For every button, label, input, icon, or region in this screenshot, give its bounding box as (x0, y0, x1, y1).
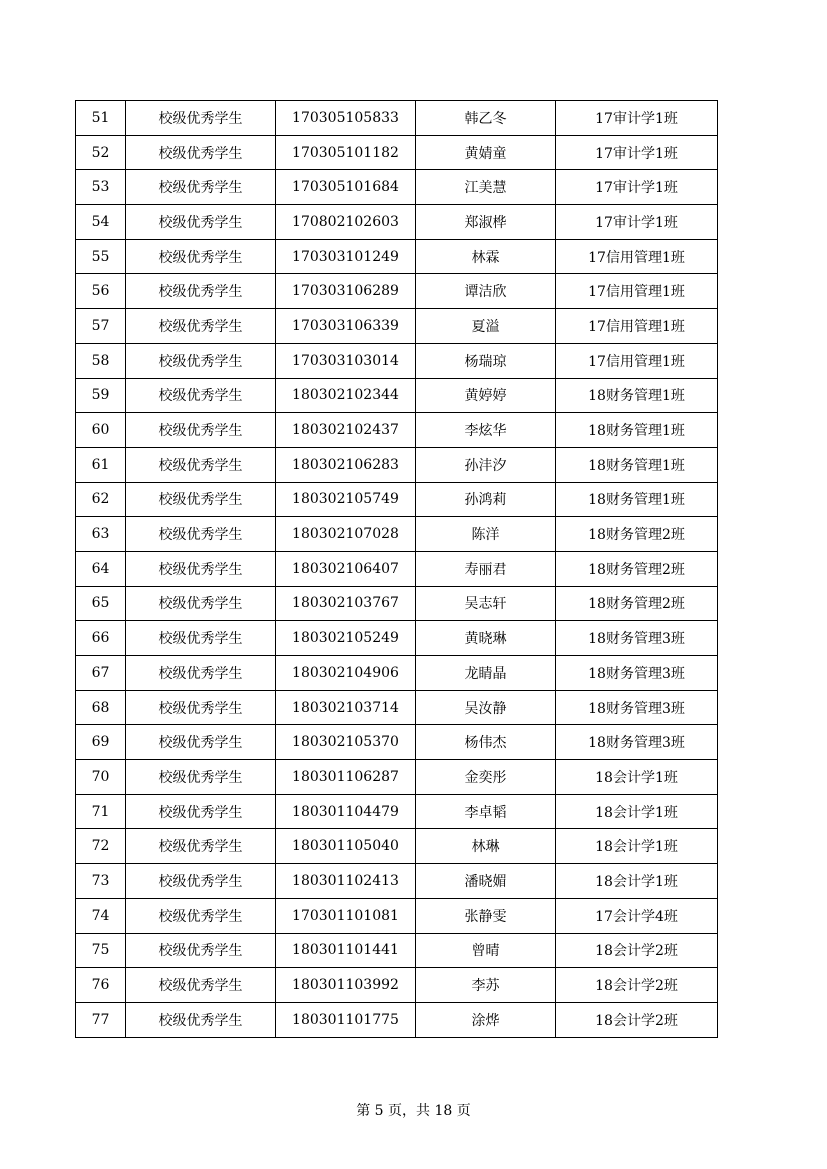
roster-body (76, 101, 718, 1038)
table-row (76, 551, 718, 586)
student-id-cell: 170802102603 (276, 205, 416, 240)
award-cell: 校级优秀学生 (126, 968, 276, 1003)
award-cell: 校级优秀学生 (126, 864, 276, 899)
student-id-cell: 180301102413 (276, 864, 416, 899)
award-cell: 校级优秀学生 (126, 135, 276, 170)
student-name-cell: 黄婷婷 (416, 378, 556, 413)
table-row (76, 586, 718, 621)
class-cell: 18会计学2班 (556, 933, 718, 968)
row-index-cell: 59 (76, 378, 126, 413)
row-index-cell: 68 (76, 690, 126, 725)
award-cell: 校级优秀学生 (126, 898, 276, 933)
student-name-cell: 张静雯 (416, 898, 556, 933)
table-row (76, 933, 718, 968)
table-row (76, 690, 718, 725)
student-name-cell: 吴汝静 (416, 690, 556, 725)
student-id-cell: 170301101081 (276, 898, 416, 933)
table-row (76, 829, 718, 864)
table-row (76, 864, 718, 899)
row-index-cell: 75 (76, 933, 126, 968)
class-cell: 17信用管理1班 (556, 343, 718, 378)
row-index-cell: 74 (76, 898, 126, 933)
student-id-cell: 170303101249 (276, 239, 416, 274)
row-index-cell: 77 (76, 1002, 126, 1037)
student-id-cell: 180302104906 (276, 656, 416, 691)
student-name-cell: 黄晓琳 (416, 621, 556, 656)
table-row (76, 135, 718, 170)
student-name-cell: 孙鸿莉 (416, 482, 556, 517)
student-id-cell: 180302106407 (276, 551, 416, 586)
row-index-cell: 62 (76, 482, 126, 517)
class-cell: 18财务管理1班 (556, 447, 718, 482)
class-cell: 17审计学1班 (556, 135, 718, 170)
row-index-cell: 76 (76, 968, 126, 1003)
student-name-cell: 李炫华 (416, 413, 556, 448)
table-row (76, 101, 718, 136)
student-name-cell: 林琳 (416, 829, 556, 864)
class-cell: 17信用管理1班 (556, 309, 718, 344)
award-cell: 校级优秀学生 (126, 205, 276, 240)
row-index-cell: 58 (76, 343, 126, 378)
class-cell: 18会计学2班 (556, 1002, 718, 1037)
row-index-cell: 61 (76, 447, 126, 482)
student-name-cell: 郑淑桦 (416, 205, 556, 240)
class-cell: 18财务管理3班 (556, 690, 718, 725)
student-id-cell: 180301101775 (276, 1002, 416, 1037)
award-cell: 校级优秀学生 (126, 829, 276, 864)
row-index-cell: 69 (76, 725, 126, 760)
award-cell: 校级优秀学生 (126, 274, 276, 309)
student-id-cell: 170305101684 (276, 170, 416, 205)
student-id-cell: 180302102344 (276, 378, 416, 413)
award-cell: 校级优秀学生 (126, 343, 276, 378)
student-id-cell: 170303103014 (276, 343, 416, 378)
table-row (76, 447, 718, 482)
award-cell: 校级优秀学生 (126, 794, 276, 829)
student-name-cell: 李卓韬 (416, 794, 556, 829)
award-cell: 校级优秀学生 (126, 760, 276, 795)
class-cell: 18财务管理1班 (556, 413, 718, 448)
class-cell: 18财务管理3班 (556, 656, 718, 691)
award-cell: 校级优秀学生 (126, 690, 276, 725)
award-cell: 校级优秀学生 (126, 656, 276, 691)
student-name-cell: 黄婧童 (416, 135, 556, 170)
award-cell: 校级优秀学生 (126, 170, 276, 205)
row-index-cell: 52 (76, 135, 126, 170)
table-row (76, 794, 718, 829)
student-id-cell: 180301104479 (276, 794, 416, 829)
student-id-cell: 180302105749 (276, 482, 416, 517)
class-cell: 18会计学2班 (556, 968, 718, 1003)
class-cell: 18会计学1班 (556, 794, 718, 829)
page-footer: 第 5 页，共 18 页 (356, 1103, 471, 1119)
student-id-cell: 180302103767 (276, 586, 416, 621)
student-name-cell: 龙睛晶 (416, 656, 556, 691)
row-index-cell: 54 (76, 205, 126, 240)
award-cell: 校级优秀学生 (126, 933, 276, 968)
student-name-cell: 涂烨 (416, 1002, 556, 1037)
student-name-cell: 韩乙冬 (416, 101, 556, 136)
table-row (76, 898, 718, 933)
student-id-cell: 180302103714 (276, 690, 416, 725)
student-name-cell: 吴志轩 (416, 586, 556, 621)
row-index-cell: 60 (76, 413, 126, 448)
table-row (76, 378, 718, 413)
table-row (76, 725, 718, 760)
student-id-cell: 180302102437 (276, 413, 416, 448)
row-index-cell: 63 (76, 517, 126, 552)
class-cell: 18财务管理3班 (556, 725, 718, 760)
row-index-cell: 51 (76, 101, 126, 136)
student-name-cell: 夏溢 (416, 309, 556, 344)
student-name-cell: 杨伟杰 (416, 725, 556, 760)
class-cell: 17会计学4班 (556, 898, 718, 933)
student-id-cell: 170305105833 (276, 101, 416, 136)
class-cell: 18财务管理1班 (556, 482, 718, 517)
row-index-cell: 65 (76, 586, 126, 621)
class-cell: 18财务管理1班 (556, 378, 718, 413)
award-cell: 校级优秀学生 (126, 1002, 276, 1037)
table-row (76, 482, 718, 517)
table-row (76, 239, 718, 274)
class-cell: 18会计学1班 (556, 864, 718, 899)
class-cell: 18财务管理2班 (556, 517, 718, 552)
row-index-cell: 55 (76, 239, 126, 274)
row-index-cell: 57 (76, 309, 126, 344)
student-id-cell: 170303106339 (276, 309, 416, 344)
student-name-cell: 陈洋 (416, 517, 556, 552)
table-row (76, 656, 718, 691)
row-index-cell: 72 (76, 829, 126, 864)
table-row (76, 621, 718, 656)
student-name-cell: 潘晓媚 (416, 864, 556, 899)
student-id-cell: 180301105040 (276, 829, 416, 864)
table-row (76, 170, 718, 205)
award-cell: 校级优秀学生 (126, 378, 276, 413)
class-cell: 18会计学1班 (556, 760, 718, 795)
award-cell: 校级优秀学生 (126, 447, 276, 482)
class-cell: 17审计学1班 (556, 101, 718, 136)
award-cell: 校级优秀学生 (126, 309, 276, 344)
award-cell: 校级优秀学生 (126, 725, 276, 760)
award-cell: 校级优秀学生 (126, 101, 276, 136)
row-index-cell: 73 (76, 864, 126, 899)
award-cell: 校级优秀学生 (126, 621, 276, 656)
student-name-cell: 谭洁欣 (416, 274, 556, 309)
award-cell: 校级优秀学生 (126, 517, 276, 552)
student-id-cell: 180302105370 (276, 725, 416, 760)
class-cell: 18财务管理2班 (556, 551, 718, 586)
award-cell: 校级优秀学生 (126, 551, 276, 586)
table-row (76, 205, 718, 240)
table-row (76, 413, 718, 448)
award-cell: 校级优秀学生 (126, 239, 276, 274)
student-name-cell: 林霖 (416, 239, 556, 274)
student-roster-table (75, 100, 718, 1038)
table-row (76, 1002, 718, 1037)
class-cell: 18财务管理2班 (556, 586, 718, 621)
row-index-cell: 64 (76, 551, 126, 586)
table-row (76, 274, 718, 309)
class-cell: 18会计学1班 (556, 829, 718, 864)
student-id-cell: 180301106287 (276, 760, 416, 795)
student-name-cell: 李苏 (416, 968, 556, 1003)
row-index-cell: 71 (76, 794, 126, 829)
student-name-cell: 曾晴 (416, 933, 556, 968)
student-id-cell: 180301101441 (276, 933, 416, 968)
row-index-cell: 70 (76, 760, 126, 795)
row-index-cell: 56 (76, 274, 126, 309)
class-cell: 17信用管理1班 (556, 239, 718, 274)
student-name-cell: 孙沣汐 (416, 447, 556, 482)
table-row (76, 760, 718, 795)
table-row (76, 517, 718, 552)
student-id-cell: 180301103992 (276, 968, 416, 1003)
row-index-cell: 53 (76, 170, 126, 205)
student-id-cell: 180302106283 (276, 447, 416, 482)
class-cell: 17信用管理1班 (556, 274, 718, 309)
student-id-cell: 170305101182 (276, 135, 416, 170)
student-id-cell: 180302107028 (276, 517, 416, 552)
table-row (76, 968, 718, 1003)
class-cell: 17审计学1班 (556, 205, 718, 240)
row-index-cell: 66 (76, 621, 126, 656)
row-index-cell: 67 (76, 656, 126, 691)
award-cell: 校级优秀学生 (126, 482, 276, 517)
class-cell: 18财务管理3班 (556, 621, 718, 656)
table-row (76, 309, 718, 344)
student-id-cell: 180302105249 (276, 621, 416, 656)
class-cell: 17审计学1班 (556, 170, 718, 205)
award-cell: 校级优秀学生 (126, 413, 276, 448)
student-name-cell: 金奕彤 (416, 760, 556, 795)
student-name-cell: 江美慧 (416, 170, 556, 205)
student-name-cell: 杨瑞琼 (416, 343, 556, 378)
student-id-cell: 170303106289 (276, 274, 416, 309)
table-row (76, 343, 718, 378)
student-name-cell: 寿丽君 (416, 551, 556, 586)
award-cell: 校级优秀学生 (126, 586, 276, 621)
